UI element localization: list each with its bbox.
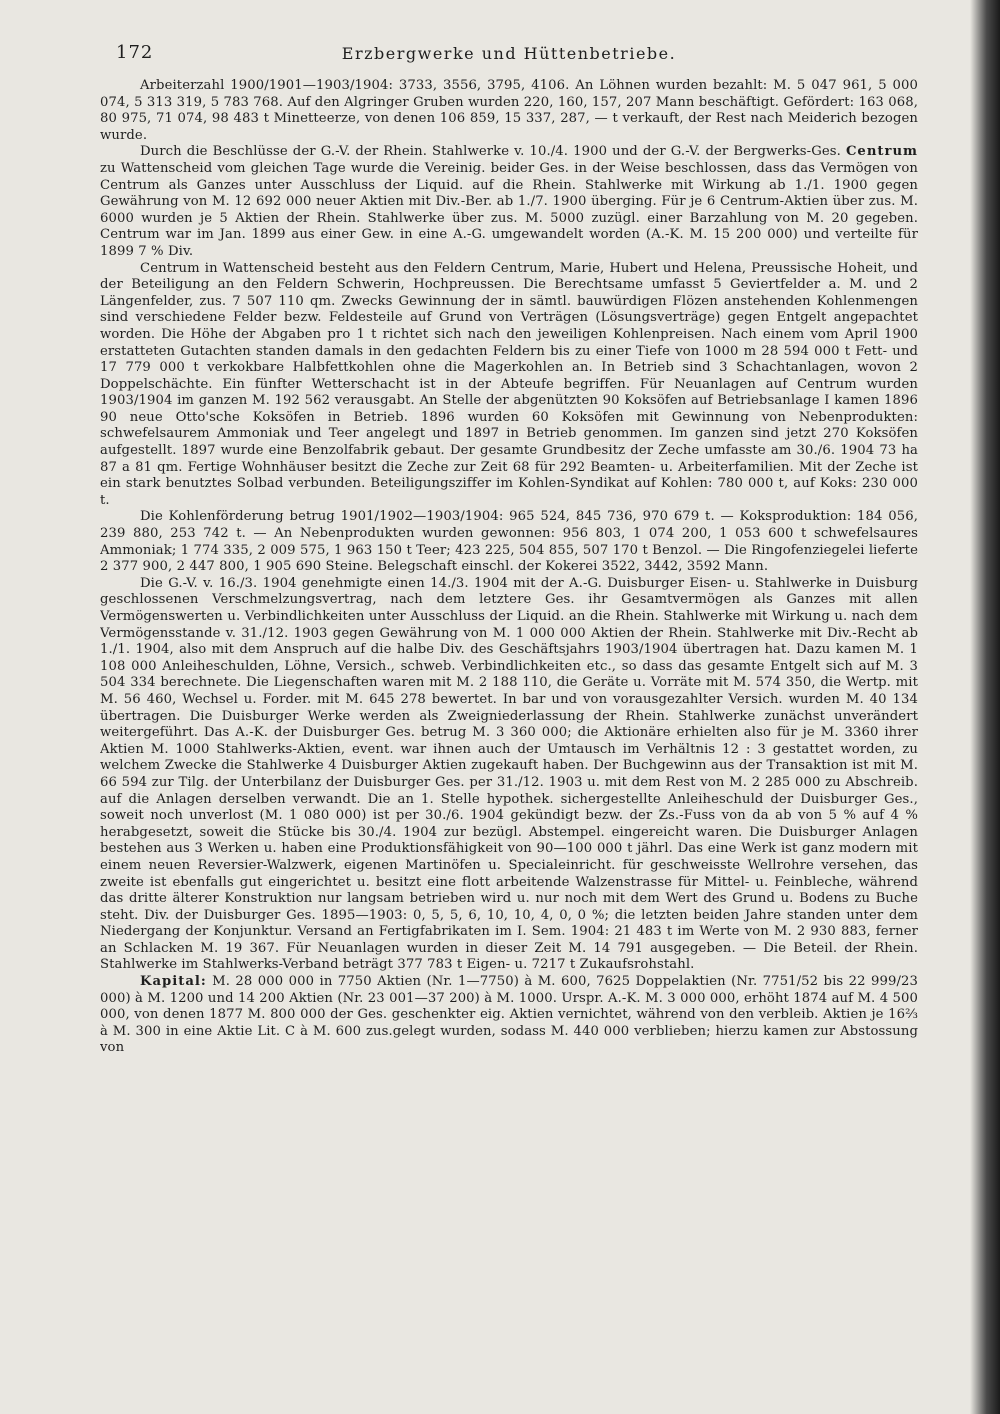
document-page [100, 30, 918, 1400]
scan-page-edge [970, 0, 1000, 1414]
document-body [100, 78, 918, 1057]
paragraph-merger-centrum: Durch die Beschlüsse der G.-V. der Rhein. Stahlwerke v. 10./4. 1900 und der G.-V. der Bergwerks-Ges. Centrum zu Wattenscheid vom gleichen Tage wurde die Vereinig. beider Ges. in der Weise beschlossen, dass das Vermögen von Centrum als Ganzes unter Ausschluss der Liquid. auf die Rhein. Stahlwerke mit Wirkung ab 1./1. 1900 gegen Gewährung von M. 12 692 000 neuer Aktien mit Div.-Ber. ab 1./7. 1900 überging. Für je 6 Centrum-Aktien über zus. M. 6000 wurden je 5 Aktien der Rhein. Stahlwerke über zus. M. 5000 zuzügl. einer Barzahlung von M. 20 gegeben. Centrum war im Jan. 1899 aus einer Gew. in eine A.-G. umgewandelt worden (A.-K. M. 15 200 000) und verteilte für 1899 7 % Div. [100, 144, 918, 259]
paragraph-duisburg-merger: Die G.-V. v. 16./3. 1904 genehmigte einen 14./3. 1904 mit der A.-G. Duisburger Eisen- u. Stahlwerke in Duisburg geschlossenen Verschmelzungsvertrag, nach dem letztere Ges. ihr Gesamtvermögen als Ganzes mit allen Vermögenswerten u. Verbindlichkeiten unter Ausschluss der Liquid. an die Rhein. Stahlwerke mit Wirkung u. nach dem Vermögensstande v. 31./12. 1903 gegen Gewährung von M. 1 000 000 Aktien der Rhein. Stahlwerke mit Div.-Recht ab 1./1. 1904, also mit dem Anspruch auf die halbe Div. des Geschäftsjahrs 1903/1904 übertragen hat. Dazu kamen M. 1 108 000 Anleiheschulden, Löhne, Versich., schweb. Verbindlichkeiten etc., so dass das gesamte Entgelt sich auf M. 3 504 334 berechnete. Die Liegenschaften waren mit M. 2 188 110, die Geräte u. Vorräte mit M. 574 350, die Wertp. mit M. 56 460, Wechsel u. Forder. mit M. 645 278 bewertet. In bar und von vorausgezahlter Versich. wurden M. 40 134 übertragen. Die Duisburger Werke werden als Zweigniederlassung der Rhein. Stahlwerke zunächst unverändert weitergeführt. Das A.-K. der Duisburger Ges. betrug M. 3 360 000; die Aktionäre erhielten also für je M. 3360 ihrer Aktien M. 1000 Stahlwerks-Aktien, event. war ihnen auch der Umtausch im Verhältnis 12 : 3 gestattet worden, zu welchem Zwecke die Stahlwerke 4 Duisburger Aktien zugekauft haben. Der Buchgewinn aus der Transaktion ist mit M. 66 594 zur Tilg. der Unterbilanz der Duisburger Ges. per 31./12. 1903 u. mit dem Rest von M. 2 285 000 zu Abschreib. auf die Anlagen derselben verwandt. Die an 1. Stelle hypothek. sichergestellte Anleiheschuld der Duisburger Ges., soweit noch unverlost (M. 1 080 000) ist per 30./6. 1904 gekündigt bezw. der Zs.-Fuss von da ab von 5 % auf 4 % herabgesetzt, soweit die Stücke bis 30./4. 1904 zur bezügl. Abstempel. eingereicht waren. Die Duisburger Anlagen bestehen aus 3 Werken u. haben eine Produktionsfähigkeit von 90—100 000 t jährl. Das eine Werk ist ganz modern mit einem neuen Reversier-Walzwerk, eigenen Martinöfen u. Specialeinricht. für geschweisste Wellrohre versehen, das zweite ist ebenfalls gut eingerichtet u. besitzt eine flott arbeitende Walzenstrasse für Mittel- u. Feinbleche, während das dritte älterer Konstruktion nur langsam betrieben wird u. nur noch mit dem Wert des Grund u. Bodens zu Buche steht. Div. der Duisburger Ges. 1895—1903: 0, 5, 5, 6, 10, 10, 4, 0, 0 %; die letzten beiden Jahre standen unter dem Niedergang der Konjunktur. Versand an Fertigfabrikaten im I. Sem. 1904: 21 483 t im Werte von M. 2 930 883, ferner an Schlacken M. 19 367. Für Neuanlagen wurden in dieser Zeit M. 14 791 ausgegeben. — Die Beteil. der Rhein. Stahlwerke im Stahlwerks-Verband beträgt 377 783 t Eigen- u. 7217 t Zukaufsrohstahl. [100, 575, 918, 973]
paragraph-workforce: Arbeiterzahl 1900/1901—1903/1904: 3733, 3556, 3795, 4106. An Löhnen wurden bezahlt: M. 5 047 961, 5 000 074, 5 313 319, 5 783 768. Auf den Algringer Gruben wurden 220, 160, 157, 207 Mann beschäftigt. Gefördert: 163 068, 80 975, 71 074, 98 483 t Minetteerze, von denen 106 859, 15 337, 287, — t verkauft, der Rest nach Meiderich bezogen wurde. [100, 78, 918, 143]
kapital-label: Kapital: [140, 974, 207, 990]
paragraph-production: Die Kohlenförderung betrug 1901/1902—1903/1904: 965 524, 845 736, 970 679 t. — Koksproduktion: 184 056, 239 880, 253 742 t. — An Nebenprodukten wurden gewonnen: 956 803, 1 074 200, 1 053 600 t schwefelsaures Ammoniak; 1 774 335, 2 009 575, 1 963 150 t Teer; 423 225, 504 855, 507 170 t Benzol. — Die Ringofenziegelei lieferte 2 377 900, 2 447 800, 1 905 690 Steine. Belegschaft einschl. der Kokerei 3522, 3442, 3592 Mann. [100, 509, 918, 575]
paragraph-kapital: Kapital: M. 28 000 000 in 7750 Aktien (Nr. 1—7750) à M. 600, 7625 Doppelaktien (Nr. 7751/52 bis 22 999/23 000) à M. 1200 und 14 200 Aktien (Nr. 23 001—37 200) à M. 1000. Urspr. A.-K. M. 3 000 000, erhöht 1874 auf M. 4 500 000, von denen 1877 M. 800 000 der Ges. geschenkter eig. Aktien vernichtet, während von den verbleib. Aktien je 16⅔ à M. 300 in eine Aktie Lit. C à M. 600 zus.gelegt wurden, sodass M. 440 000 verblieben; hierzu kamen zur Abstossung von [100, 974, 918, 1056]
page-number: 172 [116, 42, 154, 63]
paragraph-centrum-description: Centrum in Wattenscheid besteht aus den Feldern Centrum, Marie, Hubert und Helena, Preussische Hoheit, und der Beteiligung an den Feldern Schwerin, Hochpreussen. Die Berechtsame umfasst 5 Geviertfelder a. M. und 2 Längenfelder, zus. 7 507 110 qm. Zwecks Gewinnung der in sämtl. bauwürdigen Flözen anstehenden Kohlenmengen sind verschiedene Felder bezw. Feldesteile auf Grund von Verträgen (Lösungsverträge) gegen Entgelt angepachtet worden. Die Höhe der Abgaben pro 1 t richtet sich nach den jeweiligen Kohlenpreisen. Nach einem vom April 1900 erstatteten Gutachten standen damals in den gedachten Feldern bis zu einer Tiefe von 1000 m 28 594 000 t Fett- und 17 779 000 t verkokbare Halbfettkohlen ohne die Magerkohlen an. In Betrieb sind 3 Schachtanlagen, wovon 2 Doppelschächte. Ein fünfter Wetterschacht ist in der Abteufe begriffen. Für Neuanlagen auf Centrum wurden 1903/1904 im ganzen M. 192 562 verausgabt. An Stelle der abgenützten 90 Koksöfen auf Betriebsanlage I kamen 1896 90 neue Otto'sche Koksöfen in Betrieb. 1896 wurden 60 Koksöfen mit Gewinnung von Nebenprodukten: schwefelsaurem Ammoniak und Teer angelegt und 1897 in Betrieb genommen. Im ganzen sind jetzt 270 Koksöfen aufgestellt. 1897 wurde eine Benzolfabrik gebaut. Der gesamte Grundbesitz der Zeche umfasste am 30./6. 1904 73 ha 87 a 81 qm. Fertige Wohnhäuser besitzt die Zeche zur Zeit 68 für 292 Beamten- u. Arbeiterfamilien. Mit der Zeche ist ein stark benutztes Solbad verbunden. Beteiligungsziffer im Kohlen-Syndikat auf Kohlen: 780 000 t, auf Koks: 230 000 t. [100, 260, 918, 508]
page-header [100, 30, 918, 70]
running-title: Erzbergwerke und Hüttenbetriebe. [341, 44, 677, 63]
company-name-centrum: Centrum [845, 144, 918, 160]
